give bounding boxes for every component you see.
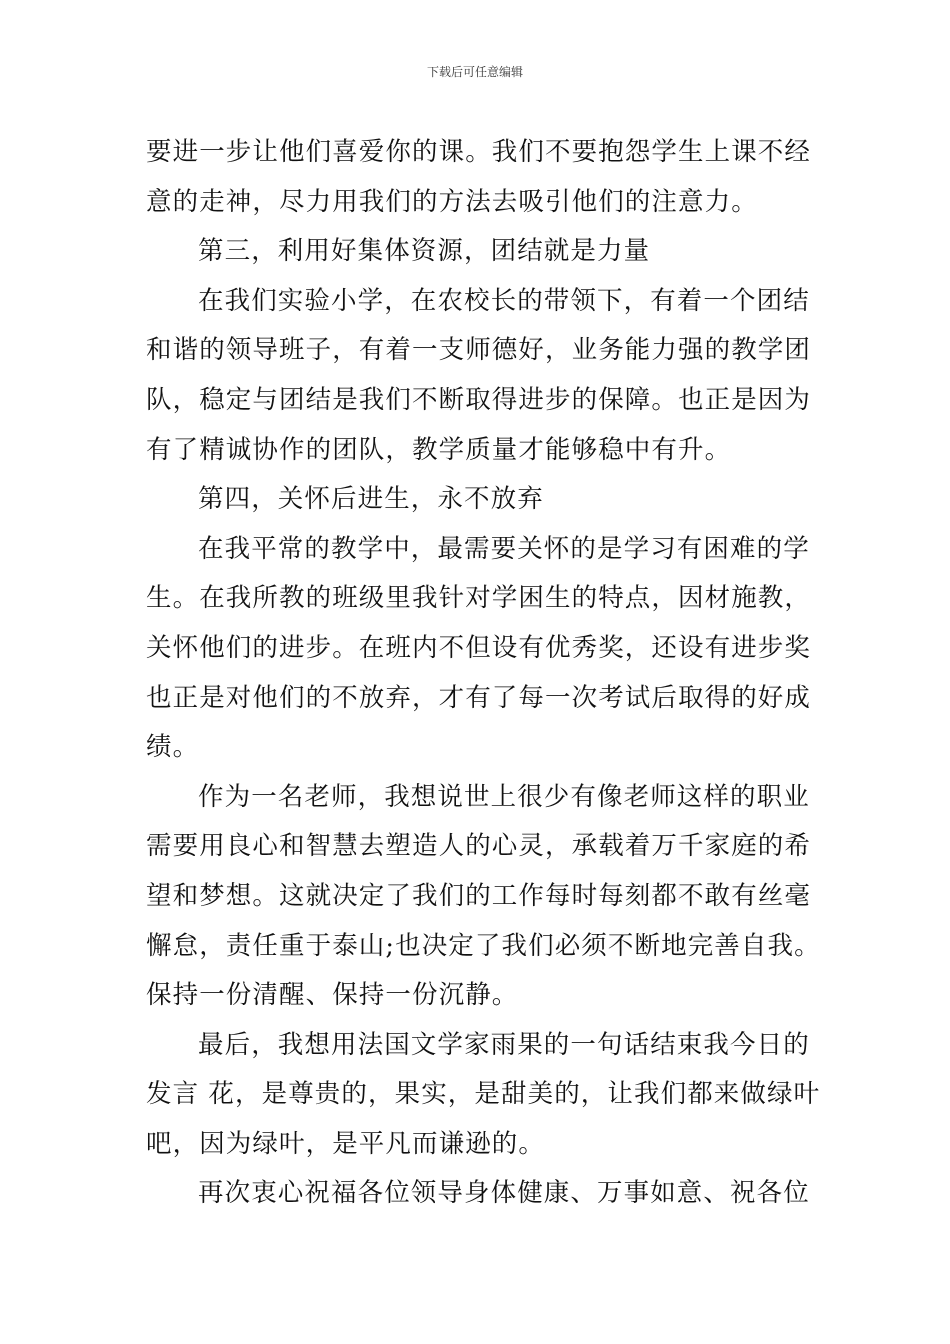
- text-line: 最后，我想用法国文学家雨果的一句话结束我今日的: [198, 1029, 810, 1060]
- text-line: 意的走神，尽力用我们的方法去吸引他们的注意力。: [146, 186, 758, 217]
- text-line: 有了精诚协作的团队，教学质量才能够稳中有升。: [146, 434, 732, 465]
- text-line: 发言 花，是尊贵的，果实，是甜美的，让我们都来做绿叶: [146, 1079, 821, 1110]
- text-line: 也正是对他们的不放弃，才有了每一次考试后取得的好成: [146, 682, 812, 713]
- page-header: 下载后可任意编辑: [426, 65, 523, 79]
- text-line: 再次衷心祝福各位领导身体健康、万事如意、祝各位: [198, 1178, 810, 1209]
- text-line: 懈怠，责任重于泰山;也决定了我们必须不断地完善自我。: [146, 930, 821, 961]
- section-heading-3: 第三，利用好集体资源，团结就是力量: [198, 236, 651, 267]
- text-line: 在我平常的教学中，最需要关怀的是学习有困难的学: [198, 533, 810, 564]
- text-line: 绩。: [146, 732, 200, 763]
- text-line: 保持一份清醒、保持一份沉静。: [146, 980, 519, 1011]
- text-line: 望和梦想。这就决定了我们的工作每时每刻都不敢有丝毫: [146, 880, 812, 911]
- text-line: 关怀他们的进步。在班内不但设有优秀奖，还设有进步奖: [146, 632, 812, 663]
- text-line: 队，稳定与团结是我们不断取得进步的保障。也正是因为: [146, 384, 812, 415]
- text-line: 吧，因为绿叶，是平凡而谦逊的。: [146, 1128, 546, 1159]
- text-line: 在我们实验小学，在农校长的带领下，有着一个团结: [198, 285, 810, 316]
- text-line: 作为一名老师，我想说世上很少有像老师这样的职业: [198, 781, 810, 812]
- text-line: 生。在我所教的班级里我针对学困生的特点，因材施教，: [146, 583, 812, 614]
- text-line: 和谐的领导班子，有着一支师德好，业务能力强的教学团: [146, 335, 812, 366]
- section-heading-4: 第四，关怀后进生，永不放弃: [198, 484, 544, 515]
- text-line: 需要用良心和智慧去塑造人的心灵，承载着万千家庭的希: [146, 831, 812, 862]
- text-line: 要进一步让他们喜爱你的课。我们不要抱怨学生上课不经: [146, 137, 812, 167]
- body-text: [146, 128, 821, 1219]
